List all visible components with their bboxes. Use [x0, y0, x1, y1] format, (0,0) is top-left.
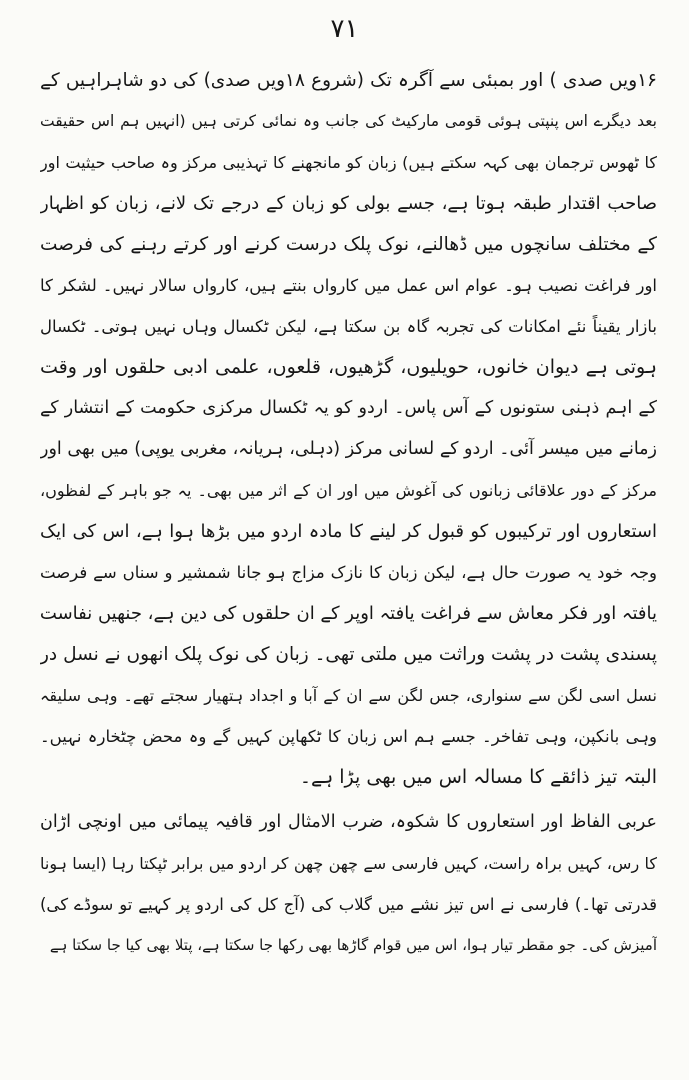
text-line: زمانے میں میسر آئی۔ اردو کے لسانی مرکز (دہلی، ہریانہ، مغربی یوپی) میں بھی اور [40, 439, 657, 459]
text-line: پسندی پشت در پشت وراثت میں ملتی تھی۔ زبان کی نوک پلک انھوں نے نسل در [40, 644, 657, 665]
text-line: کے اہم ذہنی ستونوں کے آس پاس۔ اردو کو یہ ٹکسال مرکزی حکومت کے انتشار کے [40, 398, 657, 418]
text-line: کا رس، کہیں براہ راست، کہیں فارسی سے چھن چھن کر اردو میں برابر ٹپکتا رہا (ایسا ہونا [40, 854, 657, 873]
body-text [40, 60, 657, 966]
text-line: کا ٹھوس ترجمان بھی کہہ سکتے ہیں) زبان کو مانجھنے کا تہذیبی مرکز وہ صاحب حیثیت اور [40, 153, 657, 172]
text-line: بازار یقیناً نئے امکانات کی تجربہ گاہ بن سکتا ہے، لیکن ٹکسال وہاں نہیں ہوتی۔ ٹکسال [40, 317, 657, 336]
text-line: نسل اسی لگن سے سنواری، جس لگن سے ان کے آبا و اجداد ہتھیار سجتے تھے۔ وہی سلیقہ [40, 686, 657, 705]
text-line: صاحب اقتدار طبقہ ہوتا ہے، جسے بولی کو زبان کے درجے تک لانے، زبان کو اظہار [40, 193, 657, 214]
text-line: آمیزش کی۔ جو مقطر تیار ہوا، اس میں قوام گاڑھا بھی رکھا جا سکتا ہے، پتلا بھی کیا جا سکتا ہے [49, 936, 657, 954]
text-line: وہی بانکپن، وہی تفاخر۔ جسے ہم اس زبان کا ٹکھاپن کہیں گے وہ محض چٹخارہ نہیں۔ [40, 727, 657, 746]
text-line: کے مختلف سانچوں میں ڈھالنے، نوک پلک درست کرنے اور کرتے رہنے کی فرصت [40, 234, 657, 255]
text-line: مرکز کے دور علاقائی زبانوں کی آغوش میں اور ان کے اثر میں بھی۔ یہ جو باہر کے لفظوں، [40, 481, 657, 500]
text-line: عربی الفاظ اور استعاروں کا شکوہ، ضرب الامثال اور قافیہ پیمائی میں اونچی اڑان [40, 812, 657, 832]
paragraph-end-line: البتہ تیز ذائقے کا مسالہ اس میں بھی پڑا ہے۔ [299, 766, 657, 788]
text-line: وجہ خود یہ صورت حال ہے، لیکن زبان کا نازک مزاج ہو جانا شمشیر و سناں سے فرصت [40, 563, 657, 582]
text-line: بعد دیگرے اس پنپتی ہوئی قومی مارکیٹ کی جانب وہ نمائی کرتی ہیں (انہیں ہم اس حقیقت [40, 112, 657, 130]
text-line: استعاروں اور ترکیبوں کو قبول کر لینے کا مادہ اردو میں بڑھا ہوا ہے، اس کی ایک [40, 521, 657, 542]
text-line: یافتہ اور فکر معاش سے فراغت یافتہ اوپر کے ان حلقوں کی دین ہے، جنھیں نفاست [40, 603, 657, 624]
text-line: اور فراغت نصیب ہو۔ عوام اس عمل میں کارواں بنتے ہیں، کارواں سالار نہیں۔ لشکر کا [40, 276, 657, 295]
page-number: ۷۱ [330, 14, 359, 44]
text-line: ہوتی ہے دیوان خانوں، حویلیوں، گڑھیوں، قلعوں، علمی ادبی حلقوں اور وقت [40, 356, 657, 378]
text-line: قدرتی تھا۔) فارسی نے اس تیز نشے میں گلاب کی (آج کل کی اردو پر کہیے تو سوڈے کی) [40, 895, 657, 914]
text-line: ۱۶ویں صدی ) اور بمبئی سے آگرہ تک (شروع ۱۸ویں صدی) کی دو شاہراہیں کے [40, 70, 657, 91]
